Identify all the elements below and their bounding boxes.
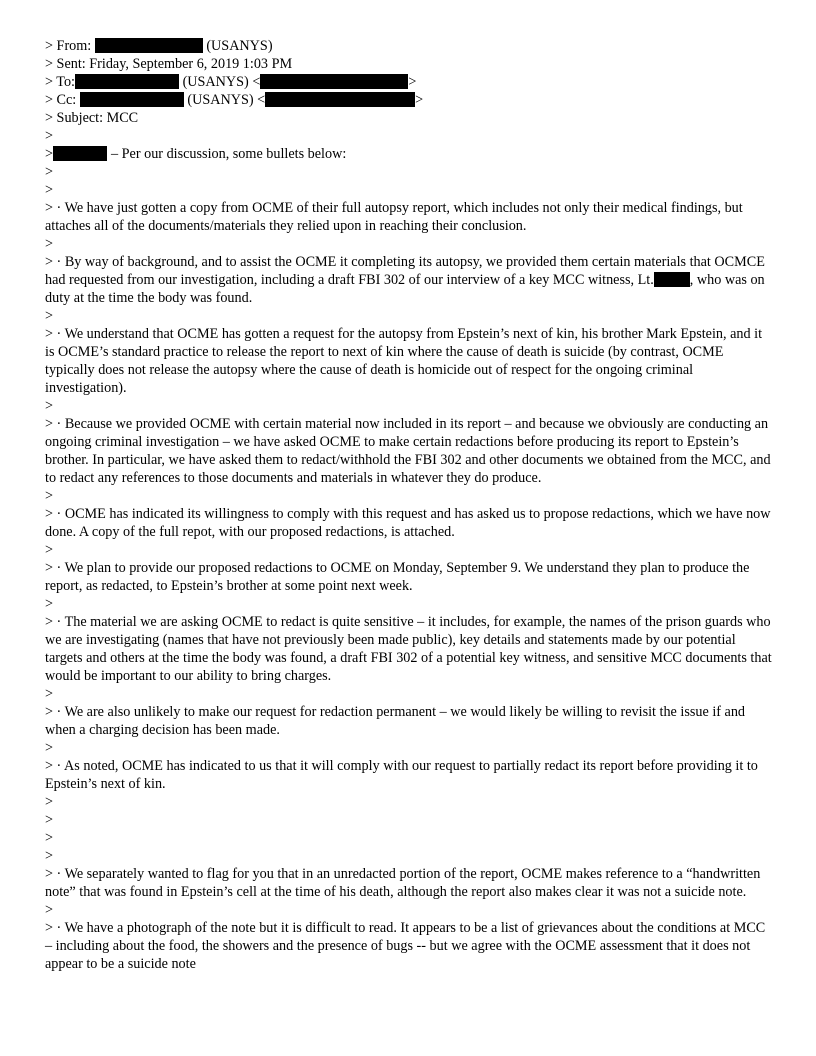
- bullet-handwritten-note: > · We separately wanted to flag for you that in an unredacted portion of the report, OCME makes reference to a “handwritten note” that was found in Epstein’s cell at the time of his death, although the report also makes clear it was not a suicide note.: [45, 866, 761, 900]
- greeting-text: – Per our discussion, some bullets below:: [111, 146, 347, 162]
- bullet-photograph-note: > · We have a photograph of the note but it is difficult to read. It appears to be a list of grievances about the conditions at MCC – including about the food, the showers and the presence of bugs -- but we agree with the OCME assessment that it does not appear to be a suicide note: [45, 920, 766, 972]
- bullet-plan-monday: > · We plan to provide our proposed redactions to OCME on Monday, September 9. We understand they plan to produce the report, as redacted, to Epstein’s brother at some point next week.: [45, 560, 750, 594]
- quote-marker: >: [45, 236, 54, 252]
- quote-marker: >: [45, 182, 54, 198]
- redaction-box: [80, 92, 184, 107]
- to-line: [45, 73, 775, 91]
- cc-org: (USANYS) <: [183, 92, 266, 108]
- bullet-not-permanent: > · We are also unlikely to make our request for redaction permanent – we would likely be willing to revisit the issue if and when a charging decision has been made.: [45, 704, 746, 738]
- quote-marker: >: [45, 740, 54, 756]
- redaction-box: [265, 92, 415, 107]
- subject-line: > Subject: MCC: [45, 110, 139, 126]
- quote-marker: >: [45, 596, 54, 612]
- bullet-ocme-will-comply: > · As noted, OCME has indicated to us that it will comply with our request to partially redact its report before providing it to Epstein’s next of kin.: [45, 758, 758, 792]
- quote-marker: >: [45, 830, 54, 846]
- quote-marker: >: [45, 812, 54, 828]
- bullet-background-text-end: , who was on duty at the time the body was found.: [45, 272, 765, 306]
- from-line: [45, 37, 775, 55]
- quote-marker: >: [45, 398, 54, 414]
- redaction-box: [53, 146, 107, 161]
- quote-marker: >: [45, 308, 54, 324]
- cc-end: >: [415, 92, 424, 108]
- cc-label: > Cc:: [45, 92, 80, 108]
- bullet-ocme-willingness: > · OCME has indicated its willingness to comply with this request and has asked us to propose redactions, which we have now done. A copy of the full repot, with our proposed redactions, is attached.: [45, 506, 771, 540]
- bullet-background: [45, 253, 775, 307]
- from-label: > From:: [45, 38, 95, 54]
- greeting-marker: >: [45, 146, 54, 162]
- redaction-box: [75, 74, 179, 89]
- bullet-autopsy-copy: > · We have just gotten a copy from OCME of their full autopsy report, which includes not only their medical findings, but attaches all of the documents/materials they relied upon in reaching their conclusion.: [45, 200, 743, 234]
- to-org: (USANYS) <: [179, 74, 261, 90]
- bullet-sensitive-material: > · The material we are asking OCME to redact is quite sensitive – it includes, for example, the names of the prison guards who we are investigating (names that have not previously been made public), key details and statements made by our potential targets and others at the time the body was found, a draft FBI 302 of a potential key witness, and sensitive MCC documents that would be important to our ability to bring charges.: [45, 614, 772, 684]
- to-end: >: [408, 74, 417, 90]
- quote-marker: >: [45, 794, 54, 810]
- greeting-line: [45, 145, 775, 163]
- cc-line: [45, 91, 775, 109]
- sent-line: > Sent: Friday, September 6, 2019 1:03 PM: [45, 56, 293, 72]
- quote-marker: >: [45, 902, 54, 918]
- bullet-next-of-kin-request: > · We understand that OCME has gotten a request for the autopsy from Epstein’s next of kin, his brother Mark Epstein, and it is OCME’s standard practice to release the report to next of kin where the cause of death is suicide (by contrast, OCME typically does not release the autopsy where the cause of death is homicide out of respect for the ongoing criminal investigation).: [45, 326, 763, 396]
- quote-marker: >: [45, 488, 54, 504]
- quote-marker: >: [45, 686, 54, 702]
- to-label: > To:: [45, 74, 76, 90]
- email-body: [45, 37, 775, 973]
- quote-marker: >: [45, 848, 54, 864]
- quote-marker: >: [45, 164, 54, 180]
- from-org: (USANYS): [202, 38, 273, 54]
- bullet-redactions-requested: > · Because we provided OCME with certain material now included in its report – and because we obviously are conducting an ongoing criminal investigation – we have asked OCME to make certain redactions before producing its report to Epstein’s brother. In particular, we have asked them to redact/withhold the FBI 302 and other documents we obtained from the MCC, and to redact any references to those documents and materials in whatever they do produce.: [45, 416, 771, 486]
- quote-marker: >: [45, 542, 54, 558]
- redaction-box: [654, 272, 690, 287]
- bullet-background-text: > · By way of background, and to assist the OCME it completing its autopsy, we provided them certain materials that OCMCE had requested from our investigation, including a draft FBI 302 of our interview of a key MCC witness, Lt.: [45, 254, 765, 288]
- quote-marker: >: [45, 128, 54, 144]
- redaction-box: [95, 38, 203, 53]
- redaction-box: [260, 74, 408, 89]
